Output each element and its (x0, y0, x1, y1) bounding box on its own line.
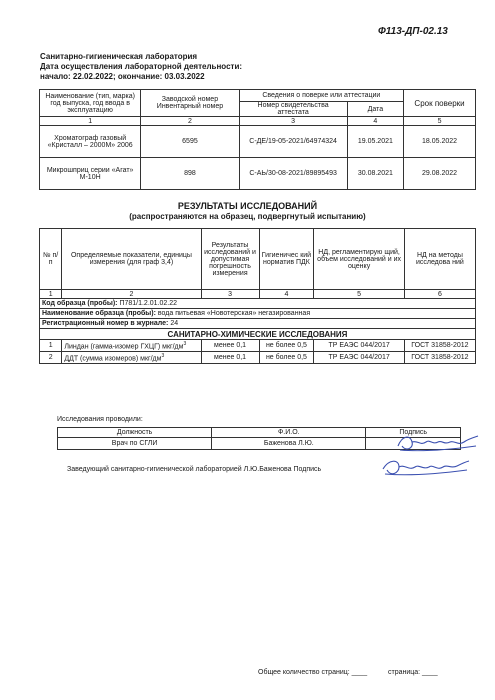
eq-header-verification: Сведения о поверке или аттестации (239, 90, 404, 102)
res-nd: ТР ЕАЭС 044/2017 (314, 340, 404, 352)
total-pages: Общее количество страниц: ____ (258, 669, 368, 676)
eq-header-number: Заводской номер Инвентарный номер (141, 90, 239, 117)
col-signature: Подпись (366, 428, 461, 438)
res-header-norm: Гигиеничес кий норматив ПДК (259, 229, 314, 290)
lab-name: Санитарно-гигиеническая лаборатория (40, 52, 198, 61)
res-header-method: НД на методы исследова ний (404, 229, 475, 290)
eq-name: Микрошприц серии «Агат» М-10Н (40, 158, 141, 190)
table-row (40, 352, 476, 364)
res-colnum: 1 (40, 290, 62, 299)
res-indicator: Линдан (гамма-изомер ГХЦГ) мкг/дм (64, 343, 184, 351)
eq-colnum: 5 (404, 117, 476, 126)
eq-date: 30.08.2021 (347, 158, 403, 190)
eq-number: 898 (141, 158, 239, 190)
col-position: Должность (58, 428, 212, 438)
res-indicator-cell (62, 340, 201, 352)
activity-date-range: начало: 22.02.2022; окончание: 03.03.2022 (40, 72, 205, 81)
signature-icon (392, 430, 482, 456)
equipment-table (39, 89, 476, 190)
res-num: 2 (40, 352, 62, 364)
eq-term: 29.08.2022 (404, 158, 476, 190)
eq-header-date: Дата (347, 102, 403, 117)
col-name: Ф.И.О. (212, 428, 366, 438)
res-colnum: 4 (259, 290, 314, 299)
res-indicator: ДДТ (сумма изомеров) мкг/дм (64, 355, 162, 363)
eq-cert: С-АЬ/30-08-2021/89895493 (239, 158, 347, 190)
eq-number: 6595 (141, 126, 239, 158)
eq-term: 18.05.2022 (404, 126, 476, 158)
eq-colnum: 4 (347, 117, 403, 126)
signature-icon (379, 455, 471, 481)
results-subtitle: (распространяются на образец, подвергнутый испытанию) (129, 212, 366, 221)
conducted-label: Исследования проводили: (57, 416, 143, 423)
res-indicator-cell (62, 352, 201, 364)
results-table (39, 228, 476, 364)
res-num: 1 (40, 340, 62, 352)
res-colnum: 6 (404, 290, 475, 299)
eq-header-term: Срок поверки (404, 90, 476, 117)
res-colnum: 3 (201, 290, 259, 299)
res-colnum: 2 (62, 290, 201, 299)
sample-name-label: Наименование образца (пробы): (42, 310, 156, 317)
table-row (40, 126, 476, 158)
conducted-position: Врач по СГЛИ (58, 438, 212, 450)
sample-name-row (40, 309, 476, 319)
res-unit-sup: 3 (161, 352, 165, 359)
reg-number-row (40, 319, 476, 329)
res-header-result: Результаты исследований и допустимая погрешность измерения (201, 229, 259, 290)
eq-colnum: 2 (141, 117, 239, 126)
page-number: страница: ____ (388, 669, 438, 676)
activity-date-label: Дата осуществления лабораторной деятельности: (40, 62, 243, 71)
res-header-indicator: Определяемые показатели, единицы измерения (для граф 3,4) (62, 229, 201, 290)
res-header-nd: НД, регламентирую щий, объем исследований и их оценку (314, 229, 404, 290)
eq-cert: С-ДЕ/19-05-2021/64974324 (239, 126, 347, 158)
res-result: менее 0,1 (201, 340, 259, 352)
eq-colnum: 3 (239, 117, 347, 126)
eq-header-cert: Номер свидетельства аттестата (239, 102, 347, 117)
eq-colnum: 1 (40, 117, 141, 126)
reg-number: 24 (170, 320, 179, 327)
eq-header-name: Наименование (тип, марка) год выпуска, год ввода в эксплуатацию (40, 90, 141, 117)
res-norm: не более 0,5 (259, 340, 314, 352)
sample-code-row (40, 299, 476, 309)
sample-code: П781/1.2.01.02.22 (119, 300, 178, 307)
eq-date: 19.05.2021 (347, 126, 403, 158)
res-colnum: 5 (314, 290, 404, 299)
conducted-name: Баженова Л.Ю. (212, 438, 366, 450)
eq-name: Хроматограф газовый «Кристалл – 2000М» 2006 (40, 126, 141, 158)
section-title: САНИТАРНО-ХИМИЧЕСКИЕ ИССЛЕДОВАНИЯ (40, 329, 476, 340)
sample-name: вода питьевая «Новотерская» негазированная (157, 310, 311, 317)
results-title: РЕЗУЛЬТАТЫ ИССЛЕДОВАНИЙ (177, 201, 318, 211)
res-header-num: № п/п (40, 229, 62, 290)
res-method: ГОСТ 31858-2012 (404, 340, 475, 352)
res-norm: не более 0,5 (259, 352, 314, 364)
res-method: ГОСТ 31858-2012 (404, 352, 475, 364)
reg-number-label: Регистрационный номер в журнале: (42, 320, 169, 327)
table-row (40, 158, 476, 190)
res-nd: ТР ЕАЭС 044/2017 (314, 352, 404, 364)
table-row (40, 340, 476, 352)
res-result: менее 0,1 (201, 352, 259, 364)
head-of-lab-line: Заведующий санитарно-гигиенической лабораторией Л.Ю.Баженова Подпись (67, 466, 322, 473)
res-unit-sup: 3 (183, 340, 187, 347)
sample-code-label: Код образца (пробы): (42, 300, 118, 307)
form-code: Ф113-ДП-02.13 (378, 26, 448, 37)
